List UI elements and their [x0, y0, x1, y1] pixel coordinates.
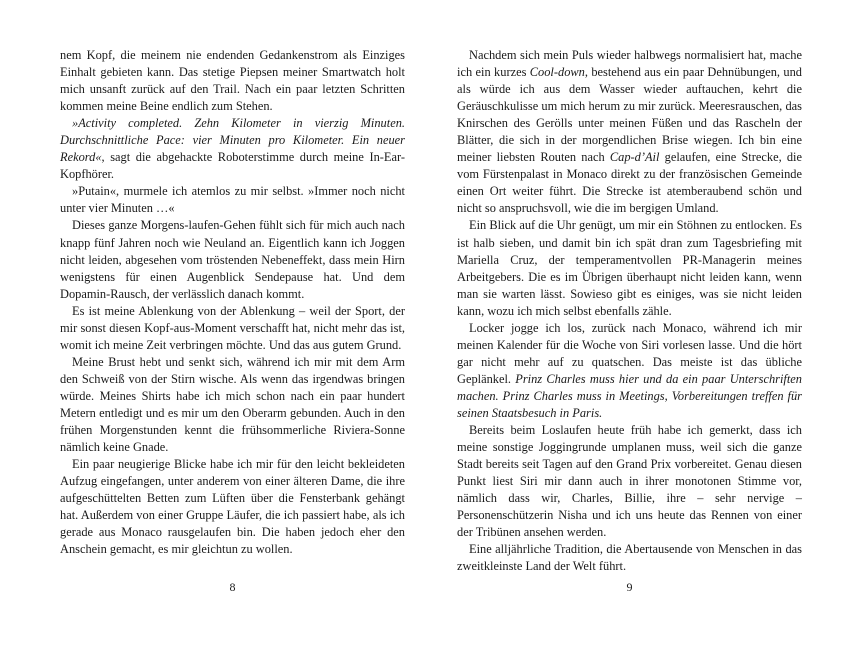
paragraph: [60, 217, 405, 302]
paragraph: [60, 303, 405, 354]
text-segment: , bestehend aus ein paar Dehnübungen, und als würde ich aus dem Wasser wieder auftauchen, kehrt die Geräuschkulisse um mich herum zu mir zurück. Meeresrauschen, das Knirschen des Gerölls unter meinen Füßen und das Rascheln der Blätter, die sich in der morgendlichen Brise wiegen. Ich bin eine meiner liebsten Routen nach: [457, 65, 802, 165]
paragraph: [60, 47, 405, 115]
paragraph: [457, 320, 802, 422]
paragraph: [457, 541, 802, 575]
paragraph: [60, 354, 405, 456]
text-segment: Bereits beim Loslaufen heute früh habe ich gemerkt, dass ich meine sonstige Joggingrunde umplanen muss, weil sich die ganze Stadt bereits seit Tagen auf den Grand Prix vorbereitet. Genau diesen Punkt liest Siri mir dann auch in ihrer monotonen Stimme vor, nämlich dass wir, Charles, Billie, ihre – sehr nervige – Personenschützerin Nisha und ich uns heute das Rennen von einer der Tribünen ansehen werden.: [457, 423, 802, 540]
paragraph: [60, 183, 405, 217]
paragraph: [60, 115, 405, 183]
italic-text: Prinz Charles muss hier und da ein paar Unterschriften machen. Prinz Charles muss in Meetings, Vorbereitungen treffen für seinen Staatsbesuch in Paris.: [457, 371, 802, 420]
text-segment: gelaufen, eine Strecke, die vom Fürstenpalast in Monaco direkt zu der französischen Gemeinde einen Ort weiter führt. Die Strecke ist atemberaubend schön und nicht so anspruchsvoll, wie die im bergigen Umland.: [457, 150, 802, 216]
text-segment: Dieses ganze Morgens-laufen-Gehen fühlt sich für mich auch nach knapp fünf Jahren noch wie Neuland an. Eigentlich kann ich Joggen nicht leiden, abgesehen vom tröstenden Nebeneffekt, dass mein Hirn wenigstens für einen Augenblick Sendepause hat. Und dem Dopamin-Rausch, der verlässlich danach kommt.: [60, 218, 405, 301]
text-segment: Locker jogge ich los, zurück nach Monaco, während ich mir meinen Kalender für die Woche von Siri vorlesen lasse. Und die hört gar nicht mehr auf zu quatschen. Das meiste ist das übliche Geplänkel.: [457, 320, 802, 386]
right-page-text: [457, 47, 802, 575]
page-number-left: 8: [229, 580, 236, 594]
italic-text: »Activity completed. Zehn Kilometer in vierzig Minuten. Durchschnittliche Pace: vier Minuten pro Kilometer. Ein neuer Rekord«: [60, 116, 405, 165]
text-segment: nem Kopf, die meinem nie endenden Gedankenstrom als Einziges Einhalt gebieten kann. Das stetige Piepsen meiner Smartwatch holt mich unsanft zurück auf den Trail. Nach ein paar letzten Schritten kommen meine Beine endlich zum Stehen.: [60, 48, 405, 114]
page-number-right: 9: [626, 580, 633, 594]
paragraph: [457, 422, 802, 541]
text-segment: Meine Brust hebt und senkt sich, während ich mir mit dem Arm den Schweiß von der Stirn wische. Als wenn das irgendwas bringen würde. Meines Shirts habe ich mich schon nach ein paar hundert Metern entledigt und es mir um den Oberarm gebunden. Auch in den frühen Morgenstunden kennt die frühsommerliche Riviera-Sonne nämlich keine Gnade.: [60, 354, 405, 455]
text-segment: Ein paar neugierige Blicke habe ich mir für den leicht bekleideten Aufzug eingefangen, unter anderem von einer älteren Dame, die ihre aufgeschüttelten Betten zum Lüften über die Fensterbank gehängt hat. Außerdem von einer Gruppe Läufer, die ich passiert habe, als ich gerade aus Monaco rausgelaufen bin. Die haben jedoch eher den Anschein gemacht, es mir gleichtun zu wollen.: [60, 457, 405, 557]
text-segment: Eine alljährliche Tradition, die Abertausende von Menschen in das zweitkleinste Land der Welt führt.: [457, 542, 802, 574]
paragraph: [457, 217, 802, 319]
right-page: [457, 47, 802, 607]
italic-text: Cap-d’Ail: [609, 150, 660, 165]
text-segment: Ein Blick auf die Uhr genügt, um mir ein Stöhnen zu entlocken. Es ist halb sieben, und damit bin ich spät dran zum Tagesbriefing mit Mariella Cruz, der temperamentvollen PR-Managerin meines Arbeitgebers. Die es im Übrigen überhaupt nicht leiden kann, wenn man sie warten lässt. Sowieso gibt es einiges, was sie nicht leiden kann, wozu ich mich selbst ebenfalls zähle.: [457, 218, 802, 318]
italic-text: Cool-down: [529, 65, 585, 80]
text-segment: Nachdem sich mein Puls wieder halbwegs normalisiert hat, mache ich ein kurzes: [457, 48, 802, 80]
text-segment: »Putain«, murmele ich atemlos zu mir selbst. »Immer noch nicht unter vier Minuten …«: [60, 184, 405, 216]
paragraph: [60, 456, 405, 558]
text-segment: Es ist meine Ablenkung von der Ablenkung – weil der Sport, der mir sonst diesen Kopf-aus-Moment verschafft hat, nicht mehr das ist, womit ich meine Zeit verbringen möchte. Und das aus gutem Grund.: [60, 303, 405, 352]
left-page-text: [60, 47, 405, 558]
paragraph: [457, 47, 802, 217]
text-segment: , sagt die abgehackte Roboterstimme durch meine In-Ear-Kopfhörer.: [60, 150, 405, 182]
left-page: [60, 47, 405, 607]
